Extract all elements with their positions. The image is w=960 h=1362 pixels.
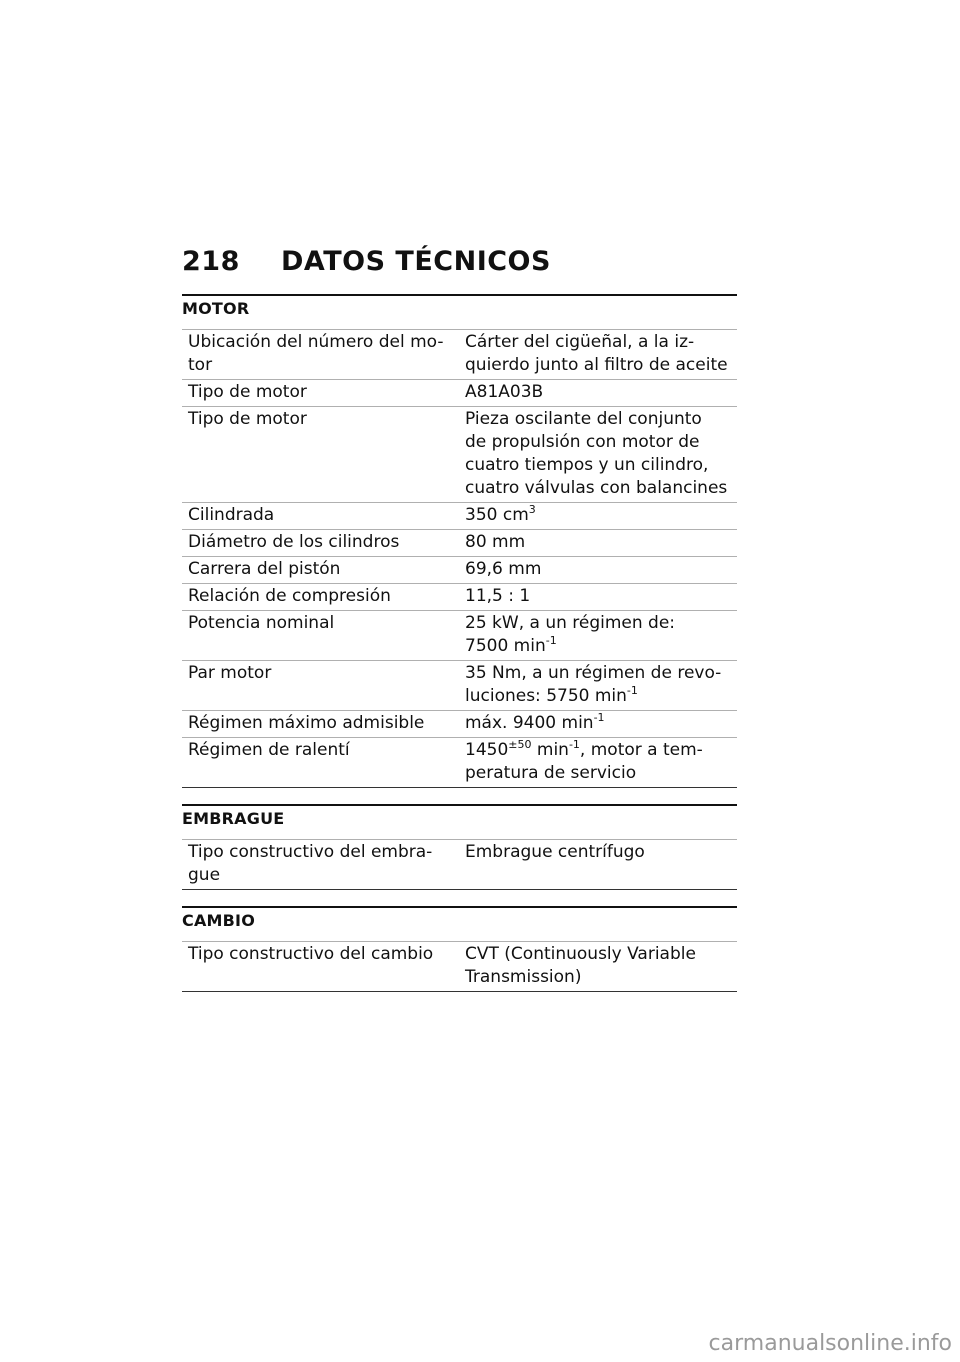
table-row [182,738,737,788]
table-row [182,330,737,380]
spec-value: máx. 9400 $\min^{-1}$ [465,711,605,733]
spec-label: Ubicación del número del mo- tor [188,332,444,375]
table-row [182,407,737,503]
table-row [182,942,737,992]
spec-label: Tipo constructivo del cambio [188,944,434,964]
table-row [182,840,737,890]
spec-value: Pieza oscilante del conjunto de propulsión con motor de cuatro tiempos y un cilindro, cuatro válvulas con balancines [465,409,728,498]
section-cambio [182,906,737,992]
spec-label: Tipo de motor [188,409,307,429]
spec-label: Relación de compresión [188,586,391,606]
spec-value: 11,5 : 1 [465,586,531,606]
spec-label: Diámetro de los cilindros [188,532,400,552]
table-row [182,530,737,557]
spec-label: Potencia nominal [188,613,335,633]
spec-label: Carrera del pistón [188,559,341,579]
table-row [182,503,737,530]
spec-sections [182,294,737,992]
page-title: DATOS TÉCNICOS [281,246,551,277]
watermark: carmanualsonline.info [708,1331,952,1356]
spec-value: 35 Nm, a un régimen de revo- luciones: 5750 $\min^{-1}$ [465,663,722,706]
spec-value: Cárter del cigüeñal, a la iz- quierdo junto al filtro de aceite [465,332,728,375]
page-header [182,244,737,280]
page-number: 218 [182,246,240,277]
spec-value: 69,6 mm [465,559,542,579]
spec-label: Tipo de motor [188,382,307,402]
spec-value: 350 $cm^3$ [465,503,536,525]
table-row [182,611,737,661]
section-embrague [182,804,737,890]
spec-value: Embrague centrífugo [465,842,645,862]
spec-label: Régimen máximo admisible [188,713,425,733]
table-row [182,557,737,584]
table-row [182,380,737,407]
spec-table-motor [182,329,737,788]
section-title-cambio: CAMBIO [182,911,255,930]
spec-label: Par motor [188,663,272,683]
section-title-embrague: EMBRAGUE [182,809,285,828]
spec-label: Régimen de ralentí [188,740,350,760]
spec-value: CVT (Continuously Variable Transmission) [465,944,696,987]
section-motor [182,294,737,788]
spec-table-cambio [182,941,737,992]
spec-value: A81A03B [465,382,544,402]
spec-value: 25 kW, a un régimen de: 7500 $\min^{-1}$ [465,613,676,656]
spec-label: Cilindrada [188,505,275,525]
table-row [182,711,737,738]
spec-value: 80 mm [465,532,526,552]
spec-label: Tipo constructivo del embra- gue [188,842,433,885]
spec-value: $1450^{\pm 50}$ $\min^{-1}$, motor a tem- peratura de servicio [465,738,703,783]
section-title-motor: MOTOR [182,299,250,318]
table-row [182,661,737,711]
spec-table-embrague [182,839,737,890]
table-row [182,584,737,611]
